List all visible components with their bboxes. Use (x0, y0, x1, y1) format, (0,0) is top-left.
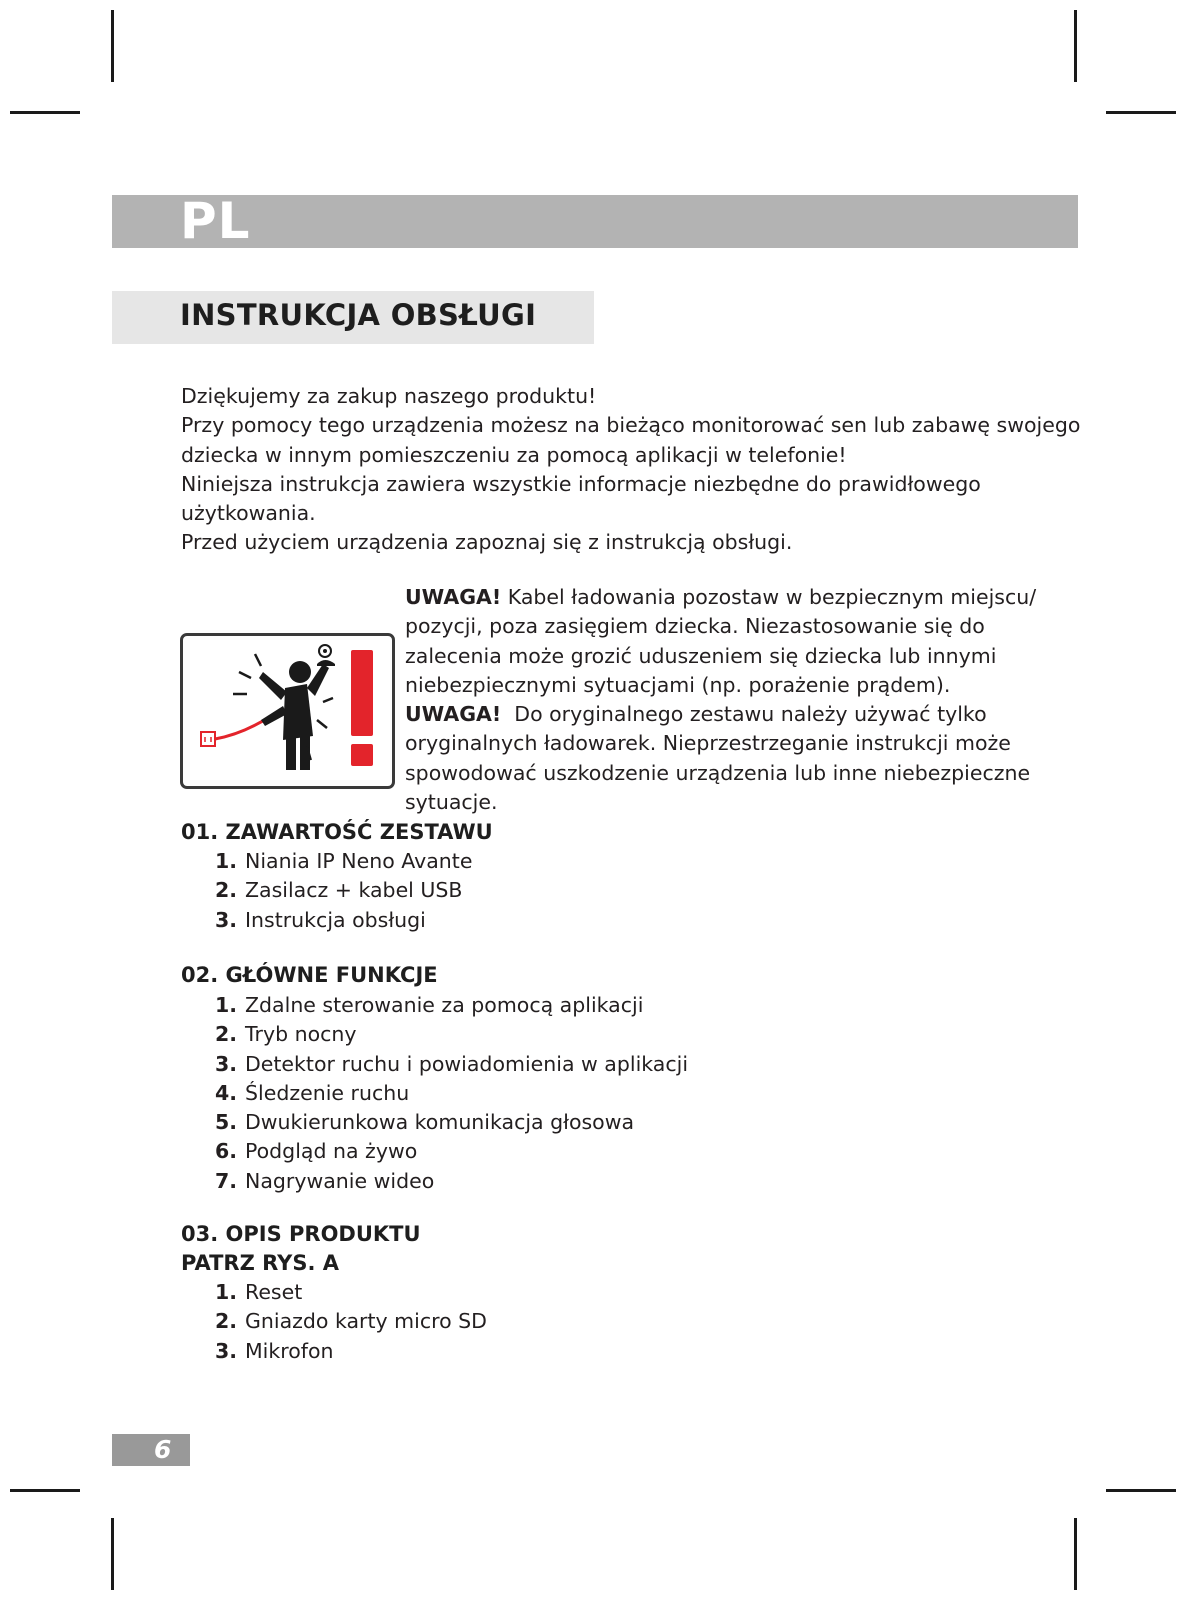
crop-mark-top-right-horizontal (1106, 111, 1176, 114)
list-item: 7. Nagrywanie wideo (215, 1168, 435, 1193)
list-item: 3. Detektor ruchu i powiadomienia w aplikacji (215, 1051, 689, 1076)
features-list (215, 991, 688, 1196)
intro-line: Niniejsza instrukcja zawiera wszystkie informacje niezbędne do prawidłowego użytkowania. (181, 471, 981, 526)
page-title-bar (112, 291, 594, 344)
list-item: 1. Reset (215, 1280, 303, 1304)
list-item: 3. Mikrofon (215, 1338, 334, 1363)
page-number: 6 (154, 1435, 172, 1464)
list-item: 3. Instrukcja obsługi (215, 907, 426, 932)
page-title: INSTRUKCJA OBSŁUGI (180, 298, 537, 332)
crop-mark-top-left-horizontal (10, 111, 80, 114)
crop-mark-bottom-left-vertical (111, 1518, 114, 1590)
intro-text (181, 382, 1081, 558)
product-parts-list (215, 1278, 487, 1366)
intro-line: Przed użyciem urządzenia zapoznaj się z instrukcją obsługi. (181, 530, 793, 555)
section-subheading-figure-ref: PATRZ RYS. A (181, 1251, 340, 1275)
warning-label: UWAGA! (405, 702, 502, 727)
warning-paragraph-2 (405, 700, 1055, 817)
list-item: 2. Gniazdo karty micro SD (215, 1309, 487, 1334)
list-item: 1. Zdalne sterowanie za pomocą aplikacji (215, 993, 644, 1017)
list-item: 1. Niania IP Neno Avante (215, 849, 473, 873)
list-item: 4. Śledzenie ruchu (215, 1080, 410, 1105)
language-label: PL (180, 192, 251, 250)
warning-message: Do oryginalnego zestawu należy używać tylko oryginalnych ładowarek. Nieprzestrzeganie instrukcji może spowodować uszkodzenie urządzenia lub inne niebezpieczne sytuacje. (405, 702, 1037, 815)
warning-text (405, 583, 1055, 817)
list-item: 5. Dwukierunkowa komunikacja głosowa (215, 1110, 635, 1135)
crop-mark-bottom-right-horizontal (1106, 1489, 1176, 1492)
warning-message: Kabel ładowania pozostaw w bezpiecznym miejscu/ pozycji, poza zasięgiem dziecka. Niezastosowanie się do zalecenia może grozić uduszeniem się dziecka lub innymi niebezpiecznymi sytuacjami (np. porażenie prądem). (405, 585, 1037, 697)
list-item: 2. Zasilacz + kabel USB (215, 878, 463, 903)
crop-mark-top-right-vertical (1074, 10, 1077, 82)
intro-line: Dziękujemy za zakup naszego produktu! (181, 384, 597, 408)
section-heading-product-description: 03. OPIS PRODUKTU (181, 1222, 421, 1246)
warning-paragraph-1 (405, 583, 1055, 700)
child-electric-shock-warning-icon (183, 636, 392, 786)
section-heading-features: 02. GŁÓWNE FUNKCJE (181, 963, 438, 987)
language-bar (112, 192, 1078, 250)
page-number-badge (112, 1434, 190, 1466)
crop-mark-top-left-vertical (111, 10, 114, 82)
contents-list (215, 847, 472, 935)
crop-mark-bottom-left-horizontal (10, 1489, 80, 1492)
warning-image (180, 633, 395, 789)
list-item: 6. Podgląd na żywo (215, 1139, 418, 1164)
section-heading-contents: 01. ZAWARTOŚĆ ZESTAWU (181, 820, 493, 844)
crop-mark-bottom-right-vertical (1074, 1518, 1077, 1590)
list-item: 2. Tryb nocny (215, 1022, 357, 1047)
intro-line: Przy pomocy tego urządzenia możesz na bieżąco monitorować sen lub zabawę swojego dziecka w innym pomieszczeniu za pomocą aplikacji w telefonie! (181, 413, 1081, 467)
warning-label: UWAGA! (405, 585, 502, 609)
